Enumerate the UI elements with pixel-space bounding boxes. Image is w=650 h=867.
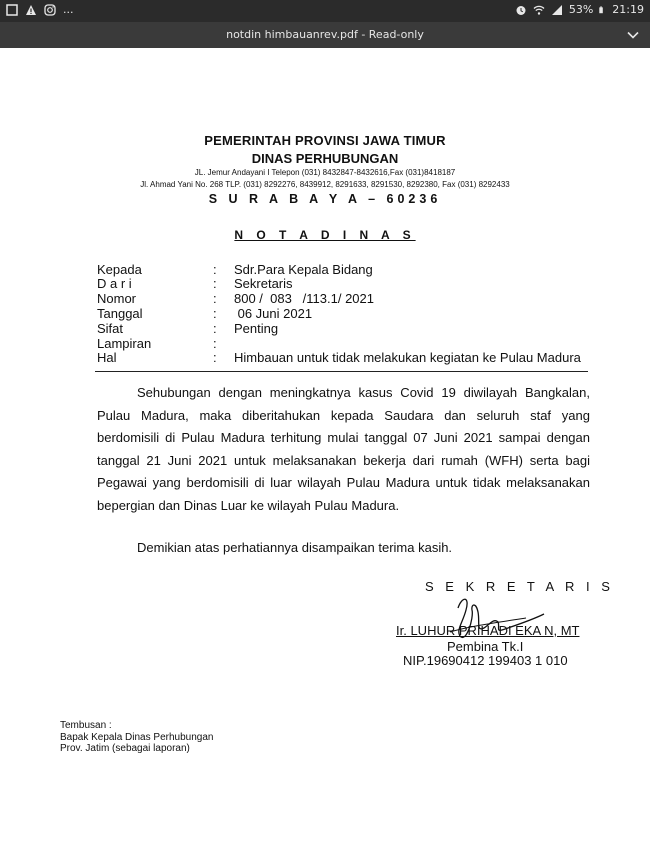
battery-percent: 53% [568,3,594,16]
signatory-rank: Pembina Tk.I [447,639,524,654]
field-value-hal: Himbauan untuk tidak melakukan kegiatan ke Pulau Madura [234,350,581,365]
field-value-sifat: Penting [234,321,279,336]
signatory-nip: NIP.19690412 199403 1 010 [403,653,568,668]
document-title: notdin himbauanrev.pdf - Read-only [226,28,424,41]
field-label-nomor: Nomor [97,291,137,306]
field-value-nomor: 800 / 083 /113.1/ 2021 [234,291,374,306]
status-left [6,3,74,16]
signatory-title: S E K R E T A R I S [425,579,614,594]
status-more: ... [63,3,74,16]
field-colon: : [213,262,217,277]
signal-icon [551,4,563,16]
field-value-tanggal: 06 Juni 2021 [234,306,313,321]
field-colon: : [213,291,217,306]
signatory-name: Ir. LUHUR PRIHADI EKA N, MT [396,623,580,638]
tembusan-item: Bapak Kepala Dinas Perhubungan [60,732,214,743]
chevron-down-icon[interactable] [626,28,640,42]
field-colon: : [213,276,217,291]
letterhead-address-2: Jl. Ahmad Yani No. 268 TLP. (031) 8292276, 8439912, 8291633, 8291530, 8292380, Fax (031) 8292433 [140,180,510,189]
warning-icon [25,4,37,16]
letterhead-agency: DINAS PERHUBUNGAN [251,151,399,166]
status-bar [0,0,650,22]
tembusan-heading: Tembusan : [60,720,112,731]
letterhead-address-1: JL. Jemur Andayani I Telepon (031) 8432847-8432616,Fax (031)8418187 [194,168,456,177]
closing-sentence: Demikian atas perhatiannya disampaikan terima kasih. [137,540,453,555]
instagram-icon [44,4,56,16]
body-paragraph: Sehubungan dengan meningkatnya kasus Covid 19 diwilayah Bangkalan, Pulau Madura, maka diberitahukan kepada Saudara dan seluruh staf yang berdomisili di Pulau Madura terhitung mulai tanggal 07 Juni 2021 sampai dengan tanggal 21 Juni 2021 untuk melaksanakan bekerja dari rumah (WFH) serta bagi Pegawai yang berdomisili di luar wilayah Pulau Madura untuk tidak melaksanakan bepergian dan Dinas Luar ke wilayah Pulau Madura. [97,385,590,513]
field-colon: : [213,336,217,351]
field-label-sifat: Sifat [97,321,124,336]
field-label-dari: D a r i [97,276,132,291]
sb-square-icon [6,4,18,16]
status-time: 21:19 [612,3,644,16]
field-label-hal: Hal [97,350,117,365]
header-divider [95,371,588,372]
status-right [515,3,644,16]
field-colon: : [213,321,217,336]
field-label-lampiran: Lampiran [97,336,152,351]
field-colon: : [213,306,217,321]
wifi-icon [533,4,545,16]
field-label-tanggal: Tanggal [97,306,143,321]
document-title-bar [0,22,650,48]
field-value-kepada: Sdr.Para Kepala Bidang [234,262,373,277]
document-type-title: N O T A D I N A S [234,228,416,242]
field-value-dari: Sekretaris [234,276,293,291]
tembusan-item: Prov. Jatim (sebagai laporan) [60,743,190,754]
field-colon: : [213,350,217,365]
alarm-icon [515,4,527,16]
field-label-kepada: Kepada [97,262,142,277]
letterhead-government: PEMERINTAH PROVINSI JAWA TIMUR [204,133,446,148]
battery-icon [599,4,606,16]
pdf-page[interactable] [0,48,650,867]
letterhead-city: S U R A B A Y A – 60236 [208,192,442,206]
